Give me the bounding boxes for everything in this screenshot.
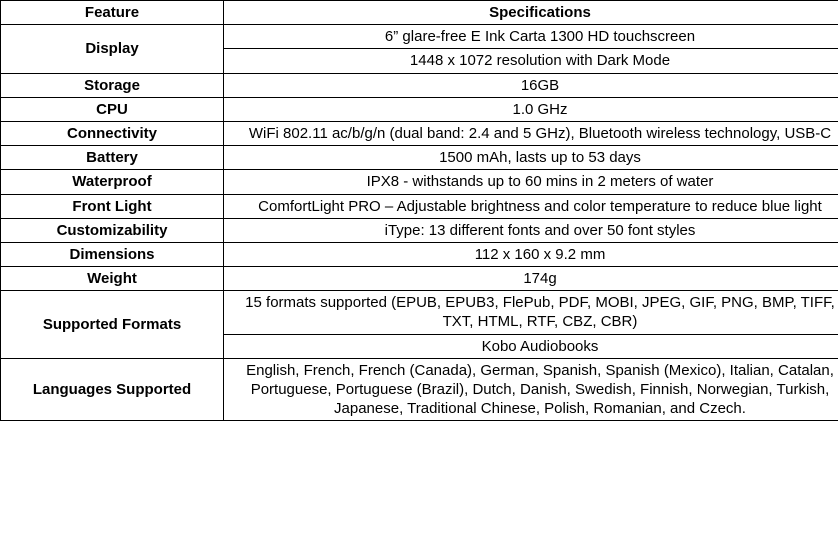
spec-cell-battery: 1500 mAh, lasts up to 53 days bbox=[224, 146, 838, 170]
spec-cell-supported-formats-2: Kobo Audiobooks bbox=[224, 334, 838, 358]
table-header-row bbox=[1, 1, 838, 25]
table-row bbox=[1, 121, 838, 145]
spec-cell-languages-supported: English, French, French (Canada), German, Spanish, Spanish (Mexico), Italian, Catalan, Portuguese, Portuguese (Brazil), Dutch, Danish, Swedish, Finnish, Norwegian, Turkish, Japanese, Traditional Chinese, Polish, Romanian, and Czech. bbox=[224, 358, 838, 421]
table-row bbox=[1, 170, 838, 194]
feature-cell-customizability: Customizability bbox=[1, 218, 224, 242]
feature-cell-weight: Weight bbox=[1, 267, 224, 291]
spec-cell-customizability: iType: 13 different fonts and over 50 font styles bbox=[224, 218, 838, 242]
spec-cell-cpu: 1.0 GHz bbox=[224, 97, 838, 121]
spec-cell-supported-formats-1: 15 formats supported (EPUB, EPUB3, FlePub, PDF, MOBI, JPEG, GIF, PNG, BMP, TIFF, TXT, HTML, RTF, CBZ, CBR) bbox=[224, 291, 838, 334]
spec-cell-connectivity: WiFi 802.11 ac/b/g/n (dual band: 2.4 and 5 GHz), Bluetooth wireless technology, USB-C bbox=[224, 121, 838, 145]
spec-cell-waterproof: IPX8 - withstands up to 60 mins in 2 meters of water bbox=[224, 170, 838, 194]
spec-cell-front-light: ComfortLight PRO – Adjustable brightness and color temperature to reduce blue light bbox=[224, 194, 838, 218]
table-body bbox=[1, 25, 838, 421]
table-row bbox=[1, 194, 838, 218]
table-row bbox=[1, 291, 838, 334]
table-row bbox=[1, 97, 838, 121]
feature-cell-storage: Storage bbox=[1, 73, 224, 97]
feature-cell-battery: Battery bbox=[1, 146, 224, 170]
table-row bbox=[1, 218, 838, 242]
column-header-specifications: Specifications bbox=[224, 1, 838, 25]
table-row bbox=[1, 146, 838, 170]
spec-cell-display-2: 1448 x 1072 resolution with Dark Mode bbox=[224, 49, 838, 73]
feature-cell-connectivity: Connectivity bbox=[1, 121, 224, 145]
table-row bbox=[1, 242, 838, 266]
column-header-feature: Feature bbox=[1, 1, 224, 25]
table-row bbox=[1, 25, 838, 49]
feature-cell-display: Display bbox=[1, 25, 224, 73]
table-header bbox=[1, 1, 838, 25]
feature-cell-dimensions: Dimensions bbox=[1, 242, 224, 266]
feature-cell-front-light: Front Light bbox=[1, 194, 224, 218]
feature-cell-languages-supported: Languages Supported bbox=[1, 358, 224, 421]
spec-cell-display-1: 6” glare-free E Ink Carta 1300 HD touchscreen bbox=[224, 25, 838, 49]
feature-cell-waterproof: Waterproof bbox=[1, 170, 224, 194]
spec-cell-storage: 16GB bbox=[224, 73, 838, 97]
feature-cell-supported-formats: Supported Formats bbox=[1, 291, 224, 359]
feature-cell-cpu: CPU bbox=[1, 97, 224, 121]
spec-cell-dimensions: 112 x 160 x 9.2 mm bbox=[224, 242, 838, 266]
spec-cell-weight: 174g bbox=[224, 267, 838, 291]
table-row bbox=[1, 358, 838, 421]
table-row bbox=[1, 73, 838, 97]
table-row bbox=[1, 267, 838, 291]
